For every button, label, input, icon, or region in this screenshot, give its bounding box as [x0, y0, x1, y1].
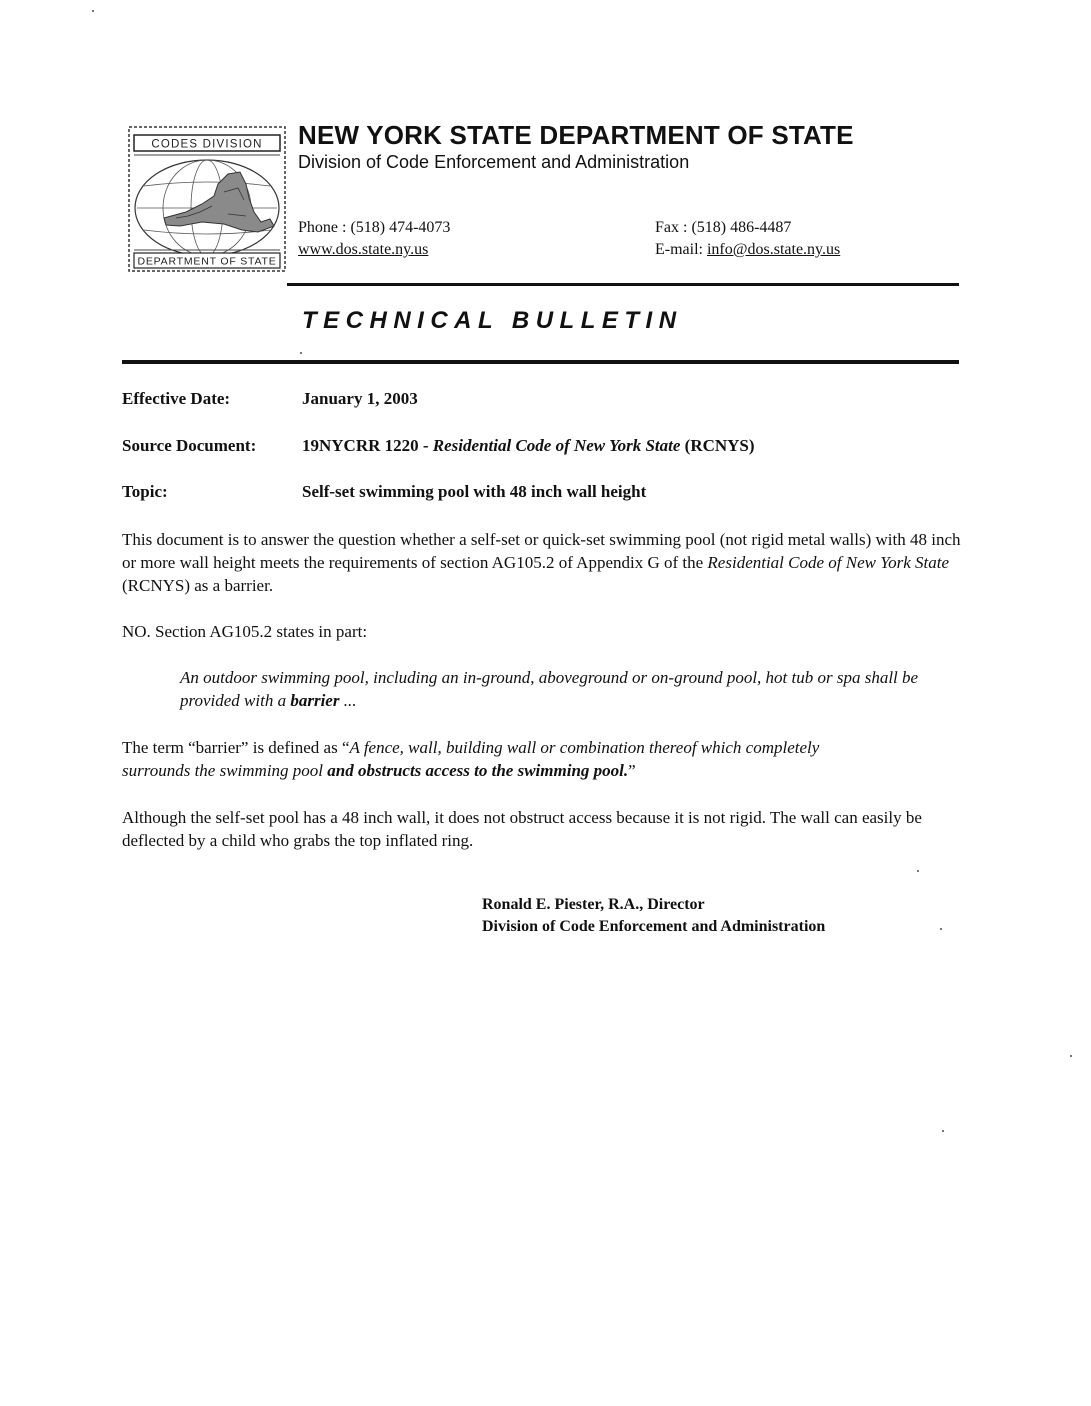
- agency-division: Division of Code Enforcement and Administration: [298, 152, 690, 172]
- scan-speck: [917, 870, 919, 872]
- code-quote-ellipsis: ...: [339, 691, 357, 710]
- effective-date-label: Effective Date:: [122, 389, 231, 408]
- scan-speck: [942, 1130, 944, 1132]
- source-document-value: [302, 436, 755, 456]
- title-divider: [122, 360, 959, 364]
- source-document-title: Residential Code of New York State: [432, 436, 681, 455]
- email-line: [655, 239, 840, 261]
- paragraph-question: [122, 528, 962, 597]
- paragraph-answer: NO. Section AG105.2 states in part:: [122, 622, 368, 641]
- effective-date-value: January 1, 2003: [302, 389, 418, 408]
- code-quote-barrier: barrier: [290, 691, 340, 710]
- logo-bottom-text: DEPARTMENT OF STATE: [137, 255, 277, 268]
- scan-speck: [92, 10, 94, 12]
- bulletin-title: TECHNICAL BULLETIN: [302, 307, 683, 334]
- code-quote-text: An outdoor swimming pool, including an in-ground, aboveground or on-ground pool, hot tub or spa shall be provided with a: [180, 668, 919, 710]
- code-quote: [180, 666, 970, 712]
- agency-name: NEW YORK STATE DEPARTMENT OF STATE: [298, 120, 854, 150]
- header-divider: [287, 283, 959, 286]
- paragraph-conclusion: Although the self-set pool has a 48 inch wall, it does not obstruct access because it is not rigid. The wall can easily be deflected by a child who grabs the top inflated ring.: [122, 808, 922, 850]
- definition-emphasis: and obstructs access to the swimming pool.: [327, 761, 629, 780]
- logo-top-text: CODES DIVISION: [151, 138, 263, 151]
- source-document-code: 19NYCRR 1220 -: [302, 436, 433, 455]
- scan-speck: [1070, 1055, 1072, 1057]
- definition-lead: The term “barrier” is defined as “: [122, 738, 350, 757]
- email-label: E-mail:: [655, 241, 707, 258]
- scan-speck: [300, 352, 302, 354]
- definition-text: A fence, wall, building wall or combination thereof which completely surrounds the swimming pool: [122, 738, 820, 780]
- source-document-abbrev: (RCNYS): [680, 436, 755, 455]
- definition-close: ”: [628, 761, 636, 780]
- topic-label: Topic:: [122, 482, 168, 501]
- signature-division: Division of Code Enforcement and Administration: [482, 918, 826, 935]
- scan-speck: [940, 928, 942, 930]
- email-link[interactable]: info@dos.state.ny.us: [706, 241, 841, 258]
- paragraph-question-text: This document is to answer the question whether a self-set or quick-set swimming pool (not rigid metal walls) with 48 inch or more wall height meets the requirements of section AG105.2 of Appendix G of the: [122, 530, 961, 572]
- source-document-label: Source Document:: [122, 436, 257, 455]
- fax-number: Fax : (518) 486-4487: [655, 219, 792, 236]
- website-link[interactable]: www.dos.state.ny.us: [298, 241, 429, 258]
- paragraph-question-tail: (RCNYS) as a barrier.: [122, 576, 274, 595]
- signature-name: Ronald E. Piester, R.A., Director: [482, 896, 705, 913]
- codes-division-logo: [128, 126, 286, 272]
- paragraph-question-code-title: Residential Code of New York State: [707, 553, 950, 572]
- topic-value: Self-set swimming pool with 48 inch wall height: [302, 482, 647, 501]
- phone-number: Phone : (518) 474-4073: [298, 219, 451, 236]
- paragraph-definition: [122, 736, 862, 782]
